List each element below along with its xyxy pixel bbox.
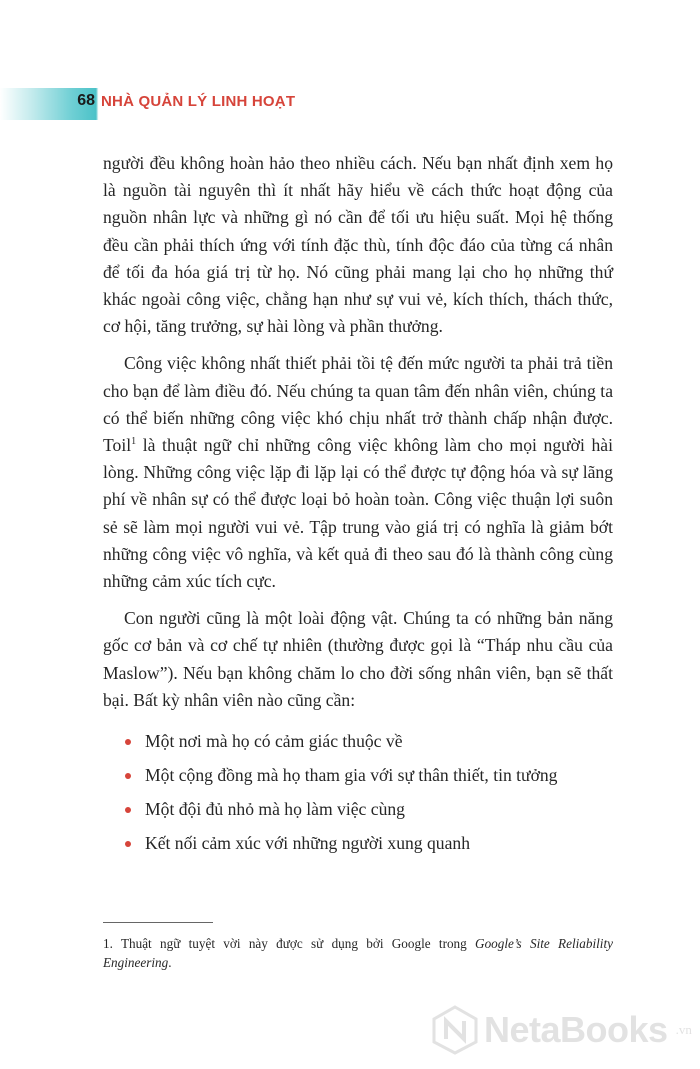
watermark (432, 1004, 692, 1056)
paragraph-2-end: là thuật ngữ chỉ những công việc không làm cho mọi người hài lòng. Những công việc lặp đi lặp lại có thể được tự động hóa và sự lãng phí về nhân sự có thể được loại bỏ hoàn toàn. Công việc thuận lợi suôn sẻ sẽ làm mọi người vui vẻ. Tập trung vào giá trị có nghĩa là giảm bớt những công việc vô nghĩa, và kết quả đi theo sau đó là thành công cùng những cảm xúc tích cực. (103, 435, 613, 592)
list-item-text: Một đội đủ nhỏ mà họ làm việc cùng (145, 799, 405, 820)
bullet-dot-icon (125, 807, 131, 813)
paragraph-1: người đều không hoàn hảo theo nhiều cách. Nếu bạn nhất định xem họ là nguồn tài nguyên thì ít nhất hãy hiểu về cách thức hoạt động của nguồn nhân lực và những gì nó cần để tối ưu hiệu suất. Mọi hệ thống đều cần phải thích ứng với tính đặc thù, tính độc đáo của từng cá nhân để tối đa hóa giá trị từ họ. Nó cũng phải mang lại cho họ những thứ khác ngoài công việc, chẳng hạn như sự vui vẻ, kích thích, thách thức, cơ hội, tăng trưởng, sự hài lòng và phần thưởng. (103, 153, 613, 337)
list-item-text: Một nơi mà họ có cảm giác thuộc về (145, 731, 403, 752)
watermark-brand: NetaBooks (484, 1009, 668, 1050)
bullet-dot-icon (125, 773, 131, 779)
list-item (103, 792, 613, 826)
bullet-dot-icon (125, 841, 131, 847)
footnote-end: . (168, 955, 172, 970)
list-item (103, 724, 613, 758)
footnote-divider (103, 922, 213, 923)
paragraph-3: Con người cũng là một loài động vật. Chúng ta có những bản năng gốc cơ bản và cơ chế tự nhiên (thường được gọi là “Tháp nhu cầu của Maslow”). Nếu bạn không chăm lo cho đời sống nhân viên, bạn sẽ thất bại. Bất kỳ nhân viên nào cũng cần: (103, 608, 613, 710)
needs-list (103, 724, 613, 860)
footnote (103, 934, 613, 972)
page-number: 68 (77, 92, 95, 109)
footnote-text: 1. Thuật ngữ tuyệt vời này được sử dụng bởi Google trong (103, 936, 476, 951)
watermark-suffix: .vn (675, 1022, 692, 1037)
list-item-text: Kết nối cảm xúc với những người xung quanh (145, 833, 470, 854)
footnote-book-title: Google’s Site Reliability Engineering (103, 936, 613, 970)
running-title: NHÀ QUẢN LÝ LINH HOẠT (101, 93, 296, 110)
bullet-dot-icon (125, 739, 131, 745)
body-text (103, 150, 613, 860)
list-item-text: Một cộng đồng mà họ tham gia với sự thân thiết, tin tưởng (145, 765, 558, 786)
netabooks-logo-icon (432, 1005, 478, 1055)
list-item (103, 826, 613, 860)
paragraph-2-start: Công việc không nhất thiết phải tồi tệ đến mức người ta phải trả tiền cho bạn để làm điều đó. Nếu chúng ta quan tâm đến nhân viên, chúng ta có thể biến những công việc khó chịu nhất trở thành chấp nhận được. Toil (103, 353, 613, 456)
paragraph-2 (103, 350, 613, 595)
footnote-ref[interactable]: 1 (131, 436, 137, 448)
list-item (103, 758, 613, 792)
